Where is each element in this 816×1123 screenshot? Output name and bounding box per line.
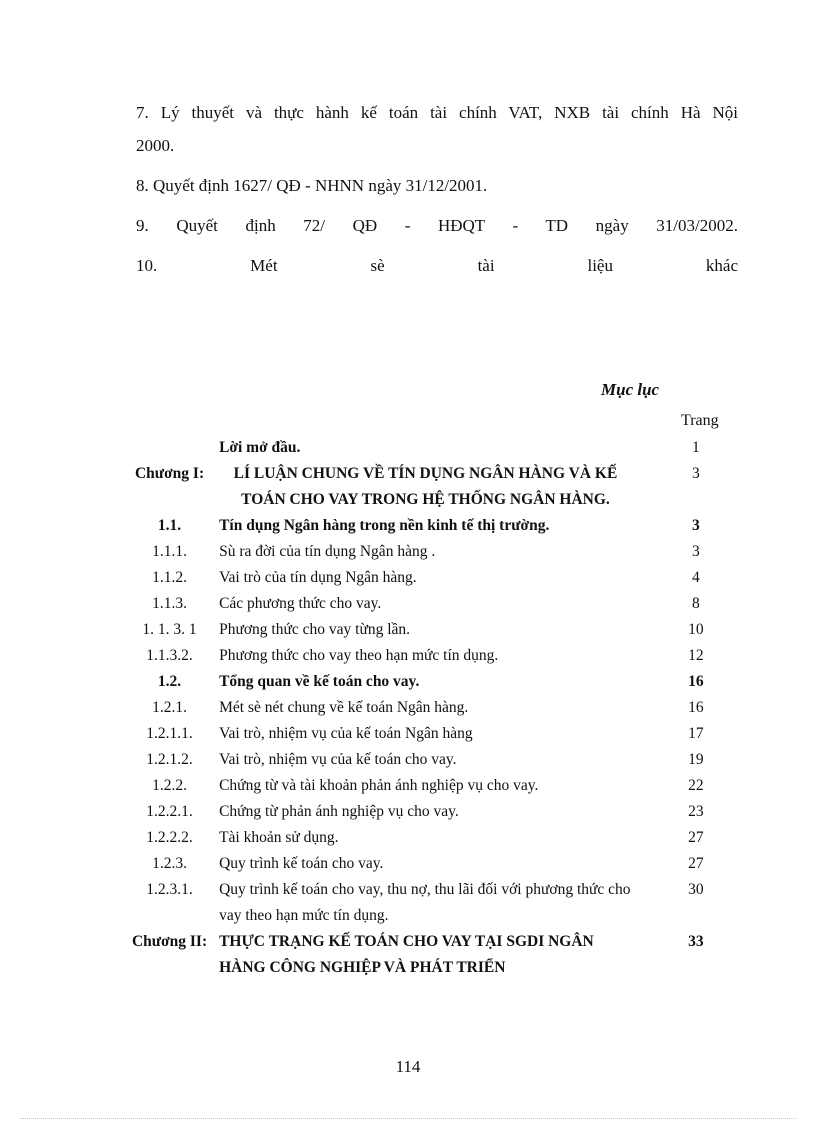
toc-row <box>120 565 750 591</box>
toc-entry-title: Chứng từ và tài khoản phản ánh nghiệp vụ cho vay. <box>219 777 539 794</box>
toc-row <box>120 773 750 799</box>
reference-7 <box>136 98 738 128</box>
toc-row <box>120 513 750 539</box>
toc-number: 1. 1. 3. 1 <box>142 621 197 638</box>
toc-row <box>120 929 750 981</box>
toc-page: 30 <box>688 881 704 898</box>
toc-page: 3 <box>692 465 700 482</box>
toc-row <box>120 617 750 643</box>
toc-entry-title: Mét sè nét chung về kế toán Ngân hàng. <box>219 699 469 716</box>
toc-entry-title: Tài khoản sử dụng. <box>219 829 339 846</box>
toc-number: 1.2.1.2. <box>146 751 193 768</box>
toc-page: 23 <box>688 803 704 820</box>
toc-number: 1.1.1. <box>152 543 187 560</box>
toc-page-header: Trang <box>681 412 719 429</box>
toc-number: 1.1.3.2. <box>146 647 193 664</box>
toc-entry-title: Quy trình kế toán cho vay, thu nợ, thu lãi đối với phương thức cho vay theo hạn mức tín dụng. <box>219 881 631 924</box>
toc-row <box>120 461 750 513</box>
reference-9 <box>136 211 738 241</box>
toc-number: 1.2.2.2. <box>146 829 193 846</box>
toc-entry-title: Vai trò, nhiệm vụ của kế toán cho vay. <box>219 751 457 768</box>
toc-row <box>120 669 750 695</box>
toc-row <box>120 747 750 773</box>
toc-number: 1.2.2.1. <box>146 803 193 820</box>
toc-row <box>120 435 750 461</box>
toc-page: 17 <box>688 725 704 742</box>
toc-number: Chương II: <box>131 933 208 950</box>
toc-entry-title: Lời mở đầu. <box>219 439 301 456</box>
toc-page: 16 <box>688 699 704 716</box>
toc-row <box>120 643 750 669</box>
toc-page: 27 <box>688 855 704 872</box>
toc-page: 3 <box>692 543 700 560</box>
toc-number: 1.2.3.1. <box>146 881 193 898</box>
toc-row <box>120 721 750 747</box>
reference-7-line2: 2000. <box>136 136 175 155</box>
toc-number <box>120 435 219 461</box>
toc-number: Chương I: <box>134 465 205 482</box>
toc-page: 33 <box>688 933 704 950</box>
toc-entry-title: Chứng từ phản ánh nghiệp vụ cho vay. <box>219 803 459 820</box>
toc-number: 1.1. <box>157 517 182 534</box>
toc-entry-title: LÍ LUẬN CHUNG VỀ TÍN DỤNG NGÂN HÀNG VÀ KẾ TOÁN CHO VAY TRONG HỆ THỐNG NGÂN HÀNG. <box>233 465 618 508</box>
toc-row <box>120 695 750 721</box>
toc-page: 4 <box>692 569 700 586</box>
toc-row <box>120 539 750 565</box>
toc-page: 3 <box>692 517 700 534</box>
toc-title: Mục lục <box>601 380 660 399</box>
toc-entry-title: THỰC TRẠNG KẾ TOÁN CHO VAY TẠI SGDI NGÂN HÀNG CÔNG NGHIỆP VÀ PHÁT TRIỂN <box>219 933 594 976</box>
reference-8-text: 8. Quyết định 1627/ QĐ - NHNN ngày 31/12/2001. <box>136 176 488 195</box>
toc-row <box>120 851 750 877</box>
toc-entry-title: Phương thức cho vay theo hạn mức tín dụng. <box>219 647 499 664</box>
toc-row <box>120 825 750 851</box>
reference-7-line1: 7. Lý thuyết và thực hành kế toán tài chính VAT, NXB tài chính Hà Nội <box>136 103 738 122</box>
toc-row <box>120 799 750 825</box>
toc-number: 1.2. <box>157 673 182 690</box>
toc-page: 1 <box>692 439 700 456</box>
toc-entry-title: Phương thức cho vay từng lần. <box>219 621 411 638</box>
toc-entry-title: Quy trình kế toán cho vay. <box>219 855 384 872</box>
toc-entry-title: Tín dụng Ngân hàng trong nền kinh tế thị trường. <box>219 517 550 534</box>
toc-entry-title: Vai trò của tín dụng Ngân hàng. <box>219 569 417 586</box>
reference-10 <box>136 251 738 281</box>
reference-10-text: 10. Mét sè tài liệu khác <box>136 256 738 275</box>
toc-page: 16 <box>688 673 704 690</box>
footer-divider <box>20 1118 796 1119</box>
toc-page: 8 <box>692 595 700 612</box>
page-number: 114 <box>395 1057 421 1076</box>
toc-page: 27 <box>688 829 704 846</box>
toc-entry-title: Sù ra đời của tín dụng Ngân hàng . <box>219 543 436 560</box>
toc-page: 22 <box>688 777 704 794</box>
toc-number: 1.2.2. <box>152 777 187 794</box>
toc-entry-title: Tổng quan về kế toán cho vay. <box>219 673 420 690</box>
toc-number: 1.2.1.1. <box>146 725 193 742</box>
toc-number: 1.2.3. <box>152 855 187 872</box>
reference-7-continued <box>136 131 738 161</box>
toc-page: 12 <box>688 647 704 664</box>
toc-entry-title: Các phương thức cho vay. <box>219 595 382 612</box>
toc-number: 1.1.2. <box>152 569 187 586</box>
toc-number: 1.2.1. <box>152 699 187 716</box>
toc-page: 10 <box>688 621 704 638</box>
toc-page: 19 <box>688 751 704 768</box>
toc-row <box>120 877 750 929</box>
toc-row <box>120 591 750 617</box>
reference-9-text: 9. Quyết định 72/ QĐ - HĐQT - TD ngày 31/03/2002. <box>136 216 738 235</box>
toc-number: 1.1.3. <box>152 595 187 612</box>
reference-8 <box>136 171 738 201</box>
toc-table <box>120 435 750 981</box>
toc-entry-title: Vai trò, nhiệm vụ của kế toán Ngân hàng <box>219 725 473 742</box>
